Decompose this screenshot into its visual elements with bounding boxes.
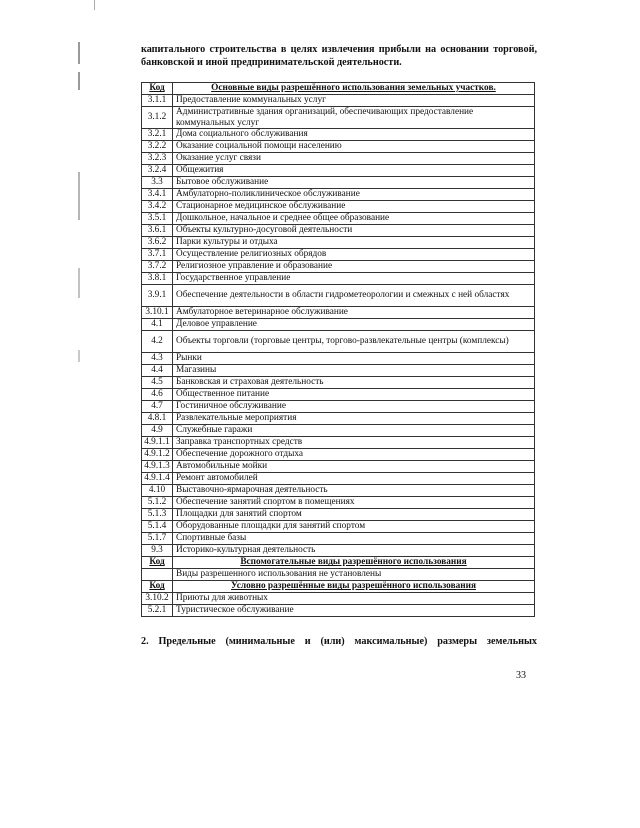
use-name: Общественное питание xyxy=(173,389,535,401)
table-row xyxy=(142,449,535,461)
use-code: 3.10.2 xyxy=(142,593,173,605)
use-code: 3.9.1 xyxy=(142,285,173,307)
table-row xyxy=(142,177,535,189)
code-column-header: Код xyxy=(142,83,173,95)
table-row xyxy=(142,285,535,307)
use-code: 4.8.1 xyxy=(142,413,173,425)
table-row xyxy=(142,521,535,533)
use-code: 3.2.1 xyxy=(142,129,173,141)
intro-paragraph: капитального строительства в целях извлечения прибыли на основании торговой, банковской и иной предпринимательской деятельности. xyxy=(141,44,537,68)
land-use-table xyxy=(141,82,535,617)
use-code: 3.2.2 xyxy=(142,141,173,153)
use-name: Оборудованные площадки для занятий спортом xyxy=(173,521,535,533)
use-name: Осуществление религиозных обрядов xyxy=(173,249,535,261)
use-name: Дома социального обслуживания xyxy=(173,129,535,141)
use-code: 3.2.4 xyxy=(142,165,173,177)
use-code: 4.2 xyxy=(142,331,173,353)
use-code: 3.7.1 xyxy=(142,249,173,261)
use-code: 5.1.3 xyxy=(142,509,173,521)
use-name: Оказание услуг связи xyxy=(173,153,535,165)
use-code: 9.3 xyxy=(142,545,173,557)
use-name: Банковская и страховая деятельность xyxy=(173,377,535,389)
use-code: 5.1.4 xyxy=(142,521,173,533)
table-row xyxy=(142,497,535,509)
use-name: Административные здания организаций, обеспечивающих предоставление коммунальных услуг xyxy=(173,107,535,129)
use-name: Рынки xyxy=(173,353,535,365)
use-name: Развлекательные мероприятия xyxy=(173,413,535,425)
use-name: Приюты для животных xyxy=(173,593,535,605)
section-2-heading: 2. Предельные (минимальные и (или) максимальные) размеры земельных xyxy=(141,636,537,647)
table-row xyxy=(142,365,535,377)
use-name: Виды разрешенного использования не установлены xyxy=(173,569,535,581)
use-code: 4.5 xyxy=(142,377,173,389)
table-row xyxy=(142,189,535,201)
use-name: Предоставление коммунальных услуг xyxy=(173,95,535,107)
table-row xyxy=(142,319,535,331)
code-column-header: Код xyxy=(142,581,173,593)
use-name: Ремонт автомобилей xyxy=(173,473,535,485)
use-name: Заправка транспортных средств xyxy=(173,437,535,449)
table-row xyxy=(142,437,535,449)
use-code xyxy=(142,569,173,581)
table-row xyxy=(142,569,535,581)
table-row xyxy=(142,353,535,365)
table-row xyxy=(142,389,535,401)
use-code: 4.3 xyxy=(142,353,173,365)
scan-artifact xyxy=(78,42,80,64)
scan-artifact xyxy=(78,268,80,298)
use-name: Выставочно-ярмарочная деятельность xyxy=(173,485,535,497)
use-name: Стационарное медицинское обслуживание xyxy=(173,201,535,213)
use-name: Деловое управление xyxy=(173,319,535,331)
land-use-table-body xyxy=(142,83,535,617)
use-name: Магазины xyxy=(173,365,535,377)
use-code: 4.9.1.1 xyxy=(142,437,173,449)
table-row xyxy=(142,107,535,129)
use-code: 3.7.2 xyxy=(142,261,173,273)
use-name: Государственное управление xyxy=(173,273,535,285)
table-row xyxy=(142,95,535,107)
use-code: 3.4.2 xyxy=(142,201,173,213)
use-name: Религиозное управление и образование xyxy=(173,261,535,273)
table-row xyxy=(142,153,535,165)
table-row xyxy=(142,225,535,237)
use-code: 4.9.1.2 xyxy=(142,449,173,461)
use-code: 3.1.1 xyxy=(142,95,173,107)
use-name: Амбулаторное ветеринарное обслуживание xyxy=(173,307,535,319)
use-code: 5.2.1 xyxy=(142,605,173,617)
use-code: 4.9 xyxy=(142,425,173,437)
use-name: Дошкольное, начальное и среднее общее образование xyxy=(173,213,535,225)
table-row xyxy=(142,425,535,437)
use-name: Амбулаторно-поликлиническое обслуживание xyxy=(173,189,535,201)
use-name: Объекты культурно-досуговой деятельности xyxy=(173,225,535,237)
use-code: 4.6 xyxy=(142,389,173,401)
use-name: Обеспечение деятельности в области гидрометеорологии и смежных с ней областях xyxy=(173,285,535,307)
use-code: 4.9.1.4 xyxy=(142,473,173,485)
table-row xyxy=(142,237,535,249)
table-row xyxy=(142,401,535,413)
use-code: 5.1.7 xyxy=(142,533,173,545)
table-row xyxy=(142,605,535,617)
table-row xyxy=(142,213,535,225)
use-name: Гостиничное обслуживание xyxy=(173,401,535,413)
use-code: 5.1.2 xyxy=(142,497,173,509)
scan-artifact xyxy=(78,172,80,220)
scan-artifact xyxy=(94,0,95,10)
table-row xyxy=(142,509,535,521)
use-name: Объекты торговли (торговые центры, торгово-развлекательные центры (комплексы) xyxy=(173,331,535,353)
use-name: Автомобильные мойки xyxy=(173,461,535,473)
table-row xyxy=(142,165,535,177)
page-number: 33 xyxy=(516,670,526,681)
table-row xyxy=(142,473,535,485)
use-name: Бытовое обслуживание xyxy=(173,177,535,189)
table-row xyxy=(142,377,535,389)
table-header-row xyxy=(142,581,535,593)
use-name: Обеспечение дорожного отдыха xyxy=(173,449,535,461)
use-code: 4.10 xyxy=(142,485,173,497)
use-code: 3.6.1 xyxy=(142,225,173,237)
use-name: Площадки для занятий спортом xyxy=(173,509,535,521)
use-name: Спортивные базы xyxy=(173,533,535,545)
use-code: 4.1 xyxy=(142,319,173,331)
table-header-row xyxy=(142,557,535,569)
uses-column-header: Вспомогательные виды разрешённого использования xyxy=(173,557,535,569)
use-code: 3.2.3 xyxy=(142,153,173,165)
table-row xyxy=(142,331,535,353)
table-row xyxy=(142,461,535,473)
use-code: 4.4 xyxy=(142,365,173,377)
scan-artifact xyxy=(78,72,80,90)
table-row xyxy=(142,273,535,285)
table-row xyxy=(142,307,535,319)
table-row xyxy=(142,129,535,141)
table-header-row xyxy=(142,83,535,95)
use-code: 3.10.1 xyxy=(142,307,173,319)
uses-column-header: Условно разрешённые виды разрешённого использования xyxy=(173,581,535,593)
scan-artifact xyxy=(78,350,80,362)
use-name: Туристическое обслуживание xyxy=(173,605,535,617)
table-row xyxy=(142,545,535,557)
use-name: Служебные гаражи xyxy=(173,425,535,437)
uses-column-header: Основные виды разрешённого использования земельных участков. xyxy=(173,83,535,95)
use-code: 3.8.1 xyxy=(142,273,173,285)
code-column-header: Код xyxy=(142,557,173,569)
table-row xyxy=(142,141,535,153)
use-code: 3.3 xyxy=(142,177,173,189)
table-row xyxy=(142,533,535,545)
use-code: 3.4.1 xyxy=(142,189,173,201)
table-row xyxy=(142,261,535,273)
table-row xyxy=(142,249,535,261)
table-row xyxy=(142,201,535,213)
use-code: 4.7 xyxy=(142,401,173,413)
use-code: 4.9.1.3 xyxy=(142,461,173,473)
use-name: Парки культуры и отдыха xyxy=(173,237,535,249)
use-name: Оказание социальной помощи населению xyxy=(173,141,535,153)
use-code: 3.1.2 xyxy=(142,107,173,129)
table-row xyxy=(142,593,535,605)
use-name: Общежития xyxy=(173,165,535,177)
use-code: 3.5.1 xyxy=(142,213,173,225)
table-row xyxy=(142,413,535,425)
use-name: Историко-культурная деятельность xyxy=(173,545,535,557)
use-code: 3.6.2 xyxy=(142,237,173,249)
table-row xyxy=(142,485,535,497)
use-name: Обеспечение занятий спортом в помещениях xyxy=(173,497,535,509)
